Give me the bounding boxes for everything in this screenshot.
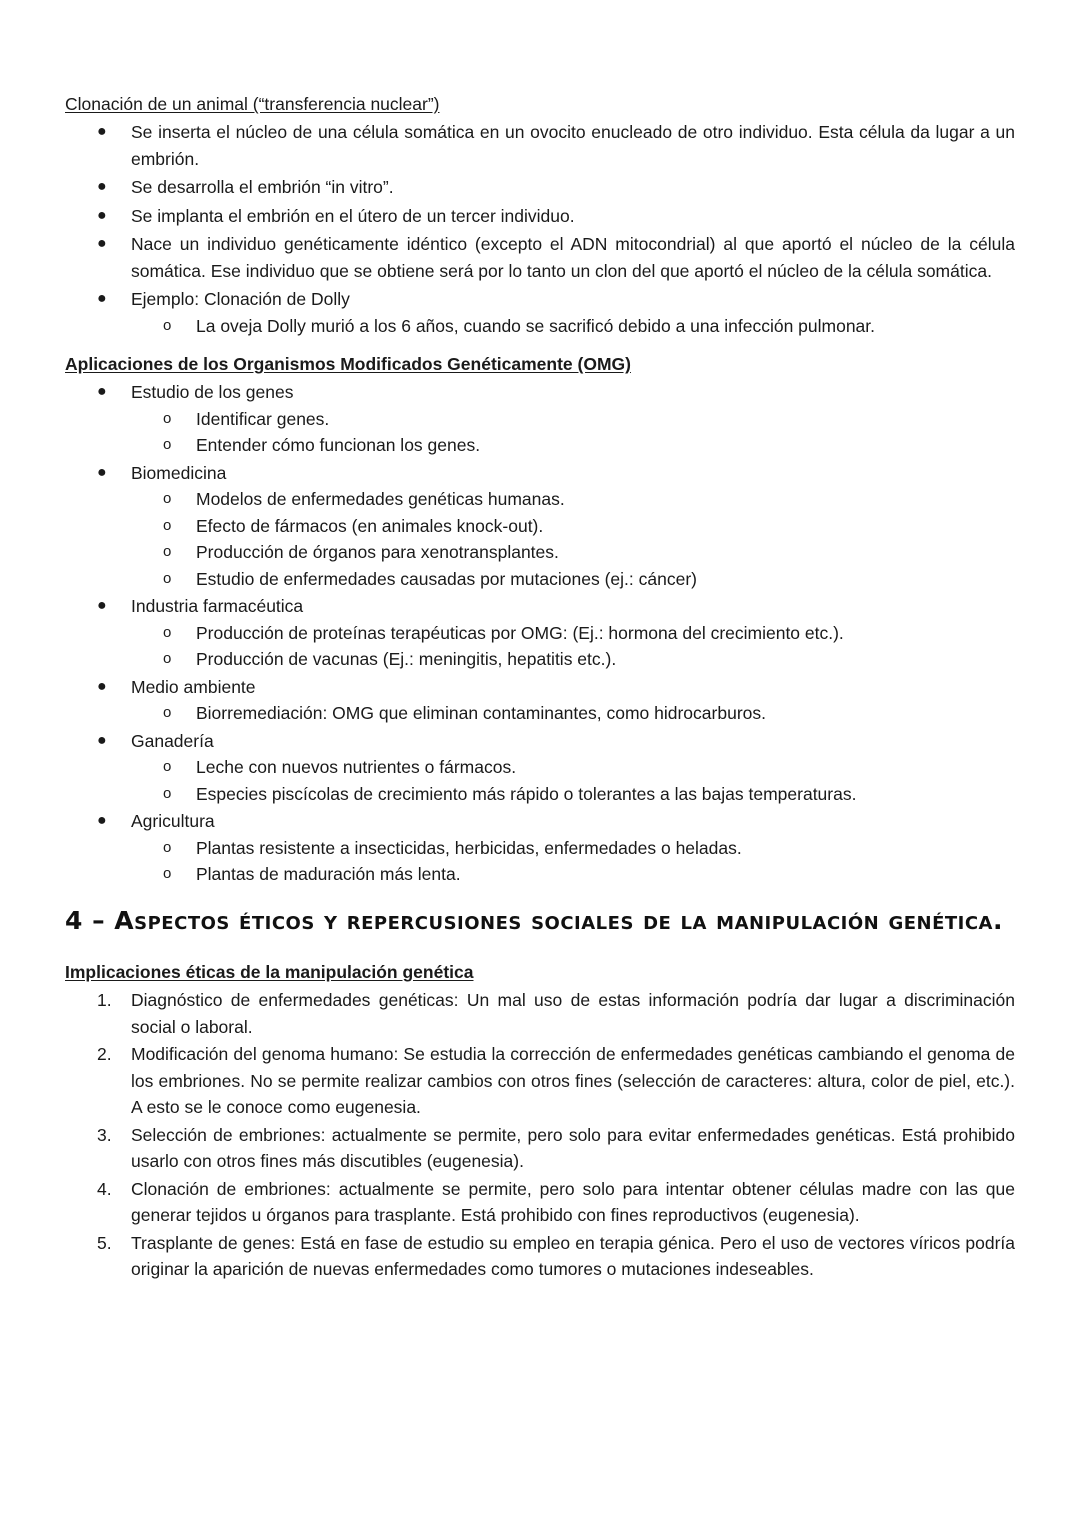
sub-list-item: o Especies piscícolas de crecimiento más rápido o tolerantes a las bajas temperaturas.: [0, 781, 1016, 808]
sub-list-item: o La oveja Dolly murió a los 6 años, cuando se sacrificó debido a una infección pulmonar.: [0, 313, 1016, 340]
circle-bullet-icon: o: [163, 569, 172, 587]
list-item: ● Ganadería: [0, 728, 1015, 755]
list-item: ● Medio ambiente: [0, 674, 1015, 701]
list-item: 4. Clonación de embriones: actualmente se permite, pero solo para intentar obtener células madre con las que generar tejidos u órganos para trasplante. Está prohibido con fines reproductivos (eugenesia).: [97, 1178, 1015, 1225]
circle-bullet-icon: o: [163, 838, 172, 856]
sub-list-item: o Modelos de enfermedades genéticas humanas.: [0, 486, 1016, 513]
list-item: 1. Diagnóstico de enfermedades genéticas: Un mal uso de estas información podría dar lugar a discriminación social o laboral.: [97, 990, 1015, 1037]
bullet-icon: ●: [97, 178, 107, 195]
circle-bullet-icon: o: [163, 516, 172, 534]
list-item: 5. Trasplante de genes: Está en fase de estudio su empleo en terapia génica. Pero el uso de vectores víricos podría originar la aparición de nuevas enfermedades como tumores o mutaciones indeseables.: [97, 1232, 1015, 1279]
bullet-icon: ●: [97, 463, 107, 481]
circle-bullet-icon: o: [163, 409, 172, 427]
list-item: 3. Selección de embriones: actualmente se permite, pero solo para evitar enfermedades genéticas. Está prohibido usarlo con otros fines más discutibles (eugenesia).: [97, 1124, 1015, 1171]
circle-bullet-icon: o: [163, 650, 172, 667]
circle-bullet-icon: o: [163, 758, 172, 775]
list-item: ● Industria farmacéutica: [0, 593, 1015, 620]
omg-title: Aplicaciones de los Organismos Modificados Genéticamente (OMG): [65, 354, 631, 374]
list-item: ● Nace un individuo genéticamente idéntico (excepto el ADN mitocondrial) al que aportó el núcleo de la célula somática. Ese individuo que se obtiene será por lo tanto un clon del que aportó el núcleo de la célula somática.: [0, 231, 1015, 284]
bullet-icon: ●: [97, 206, 107, 224]
list-item: ● Se desarrolla el embrión “in vitro”.: [0, 174, 1015, 201]
omg-list: [0, 379, 1080, 888]
circle-bullet-icon: o: [163, 784, 172, 802]
sub-list-item: o Leche con nuevos nutrientes o fármacos.: [0, 754, 1016, 781]
circle-bullet-icon: o: [163, 316, 172, 334]
list-item: ● Se inserta el núcleo de una célula somática en un ovocito enucleado de otro individuo. Esta célula da lugar a un embrión.: [0, 119, 1015, 172]
sub-list-item: o Entender cómo funcionan los genes.: [0, 432, 1016, 459]
list-item: ● Se implanta el embrión en el útero de un tercer individuo.: [0, 203, 1015, 230]
bullet-icon: ●: [97, 123, 107, 140]
section-4-heading: 4 – Aspectos éticos y repercusiones sociales de la manipulación genética.: [65, 906, 1003, 935]
bullet-icon: ●: [97, 597, 107, 614]
circle-bullet-icon: o: [163, 623, 172, 641]
sub-list-item: o Plantas de maduración más lenta.: [0, 861, 1016, 888]
ethics-list: [0, 987, 1080, 1284]
list-item: ● Agricultura: [0, 808, 1015, 835]
circle-bullet-icon: o: [163, 865, 172, 882]
list-item: ● Ejemplo: Clonación de Dolly: [0, 286, 1015, 313]
list-item: ● Biomedicina: [0, 460, 1015, 487]
sub-list-item: o Estudio de enfermedades causadas por mutaciones (ej.: cáncer): [0, 566, 1016, 593]
sub-list-item: o Identificar genes.: [0, 406, 1016, 433]
list-item: 2. Modificación del genoma humano: Se estudia la corrección de enfermedades genéticas cambiando el genoma de los embriones. No se permite realizar cambios con otros fines (selección de caracteres: altura, color de piel, etc.). A esto se le conoce como eugenesia.: [97, 1044, 1015, 1117]
bullet-icon: ●: [97, 290, 107, 307]
circle-bullet-icon: o: [163, 436, 172, 453]
sub-list-item: o Plantas resistente a insecticidas, herbicidas, enfermedades o heladas.: [0, 835, 1016, 862]
circle-bullet-icon: o: [163, 704, 172, 721]
bullet-icon: ●: [97, 383, 107, 400]
cloning-title: Clonación de un animal (“transferencia nuclear”): [65, 94, 440, 114]
bullet-icon: ●: [97, 731, 107, 749]
list-item: ● Estudio de los genes: [0, 379, 1015, 406]
sub-list-item: o Producción de órganos para xenotransplantes.: [0, 539, 1016, 566]
cloning-list: [0, 119, 1080, 339]
sub-list-item: o Efecto de fármacos (en animales knock-out).: [0, 513, 1016, 540]
sub-list-item: o Biorremediación: OMG que eliminan contaminantes, como hidrocarburos.: [0, 700, 1016, 727]
sub-list-item: o Producción de vacunas (Ej.: meningitis, hepatitis etc.).: [0, 646, 1016, 673]
bullet-icon: ●: [97, 235, 107, 252]
bullet-icon: ●: [97, 812, 107, 829]
ethics-subtitle: Implicaciones éticas de la manipulación genética: [65, 962, 474, 982]
circle-bullet-icon: o: [163, 490, 172, 507]
sub-list-item: o Producción de proteínas terapéuticas por OMG: (Ej.: hormona del crecimiento etc.).: [0, 620, 1016, 647]
bullet-icon: ●: [97, 677, 107, 695]
circle-bullet-icon: o: [163, 543, 172, 560]
